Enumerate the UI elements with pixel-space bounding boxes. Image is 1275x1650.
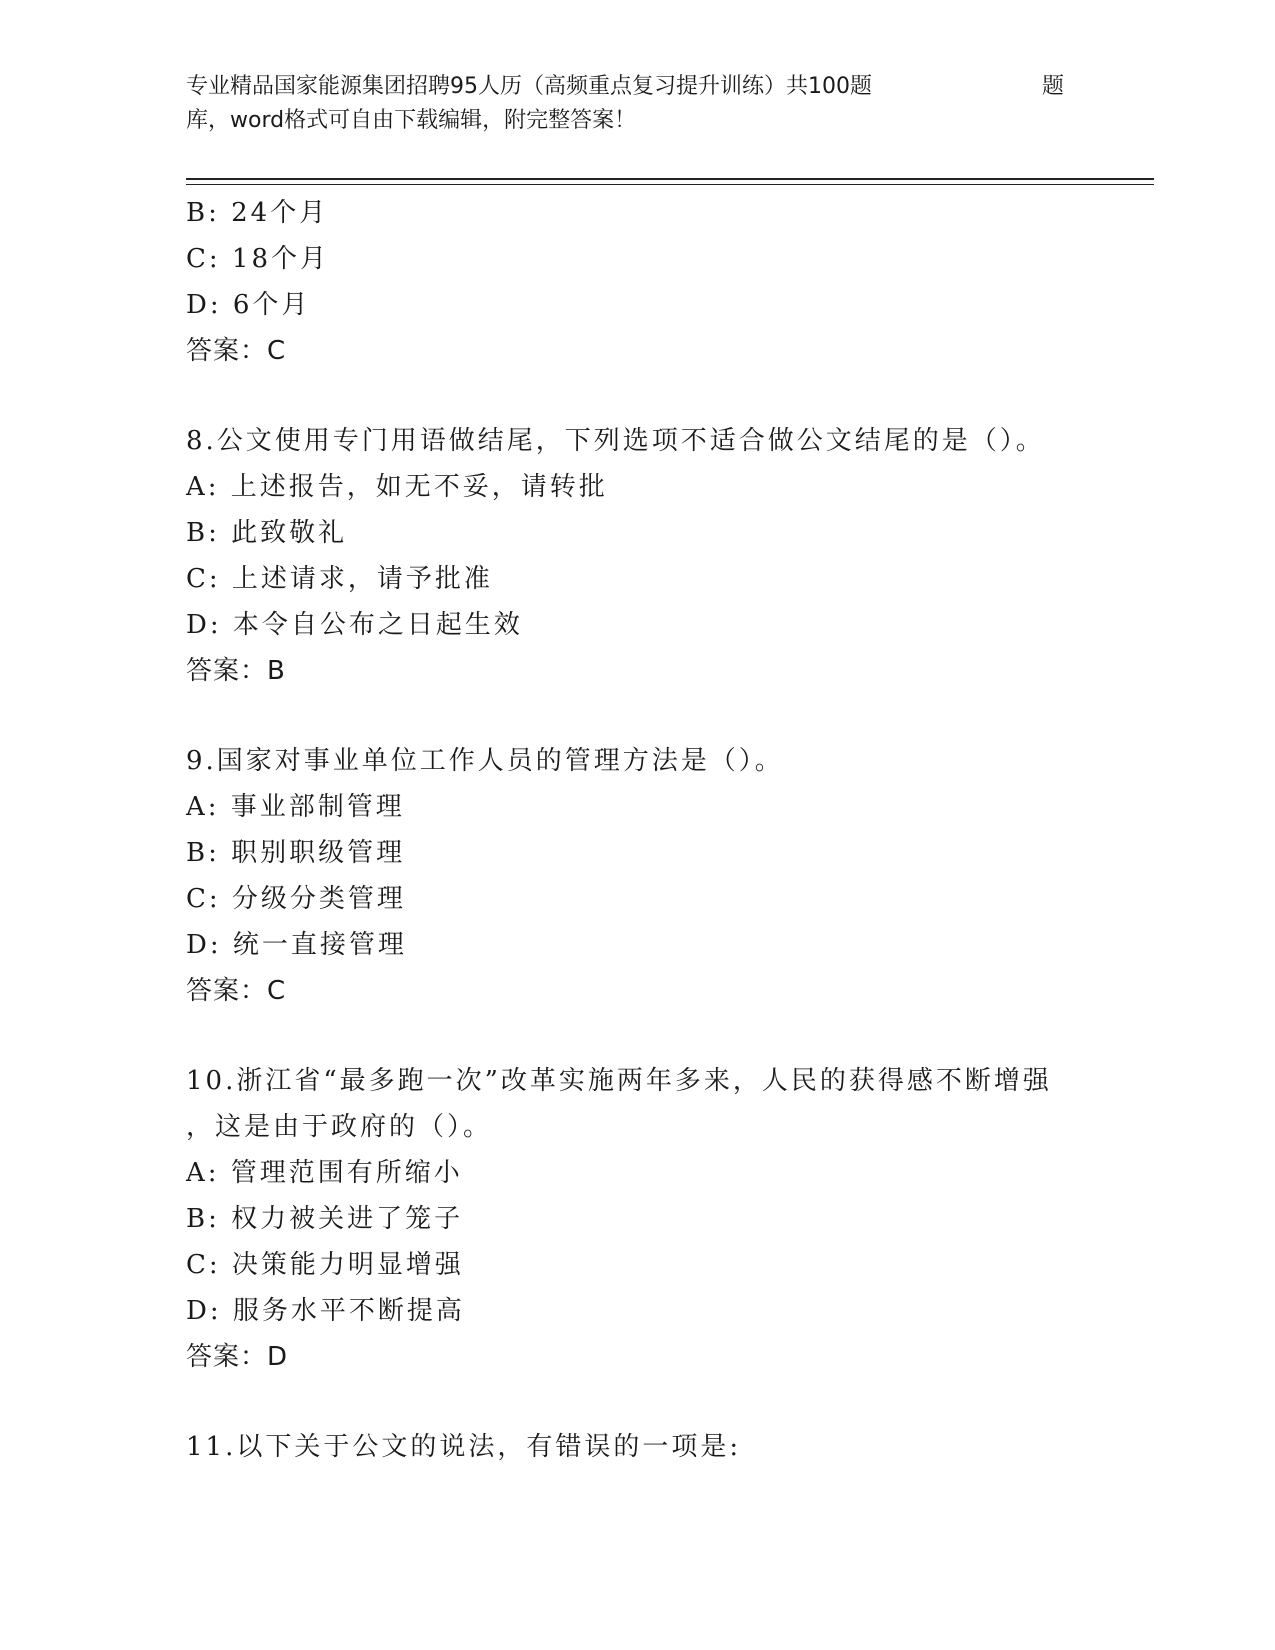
answer: 答案：C bbox=[186, 976, 287, 1006]
document-header bbox=[186, 70, 1066, 138]
header-line-1-tail: 题 bbox=[1042, 74, 1065, 99]
option-d: D: 6个月 bbox=[186, 290, 311, 320]
option-c: C: 分级分类管理 bbox=[186, 884, 406, 914]
option-d: D: 服务水平不断提高 bbox=[186, 1296, 465, 1326]
option-b: B: 24个月 bbox=[186, 198, 329, 228]
option-c: C: 18个月 bbox=[186, 244, 330, 274]
question-block-9 bbox=[186, 738, 1146, 1014]
option-a: A: 上述报告，如无不妥，请转批 bbox=[186, 472, 608, 502]
option-b: B: 权力被关进了笼子 bbox=[186, 1204, 464, 1234]
answer: 答案：D bbox=[186, 1342, 289, 1372]
question-block-10 bbox=[186, 1058, 1146, 1380]
header-line-1: 专业精品国家能源集团招聘95人历（高频重点复习提升训练）共100题 bbox=[186, 74, 872, 99]
answer: 答案：C bbox=[186, 336, 287, 366]
question-text: 9.国家对事业单位工作人员的管理方法是（）。 bbox=[186, 746, 784, 776]
question-block-11 bbox=[186, 1424, 1146, 1470]
question-content bbox=[186, 190, 1146, 1470]
question-block-8 bbox=[186, 418, 1146, 694]
question-text: 10.浙江省“最多跑一次”改革实施两年多来，人民的获得感不断增强 bbox=[186, 1066, 1052, 1096]
header-rule-thin bbox=[186, 184, 1154, 185]
question-block-prev bbox=[186, 190, 1146, 374]
option-d: D: 本令自公布之日起生效 bbox=[186, 610, 523, 640]
question-text-continued: ，这是由于政府的（）。 bbox=[186, 1112, 493, 1142]
option-c: C: 上述请求，请予批准 bbox=[186, 564, 493, 594]
question-text: 8.公文使用专门用语做结尾，下列选项不适合做公文结尾的是（）。 bbox=[186, 426, 1045, 456]
answer: 答案：B bbox=[186, 656, 286, 686]
option-a: A: 管理范围有所缩小 bbox=[186, 1158, 463, 1188]
option-d: D: 统一直接管理 bbox=[186, 930, 407, 960]
option-b: B: 职别职级管理 bbox=[186, 838, 406, 868]
option-b: B: 此致敬礼 bbox=[186, 518, 348, 548]
option-a: A: 事业部制管理 bbox=[186, 792, 405, 822]
option-c: C: 决策能力明显增强 bbox=[186, 1250, 464, 1280]
header-line-2: 库，word格式可自由下载编辑，附完整答案！ bbox=[186, 108, 637, 133]
question-text: 11.以下关于公文的说法，有错误的一项是: bbox=[186, 1432, 742, 1462]
header-rule-thick bbox=[186, 178, 1154, 180]
